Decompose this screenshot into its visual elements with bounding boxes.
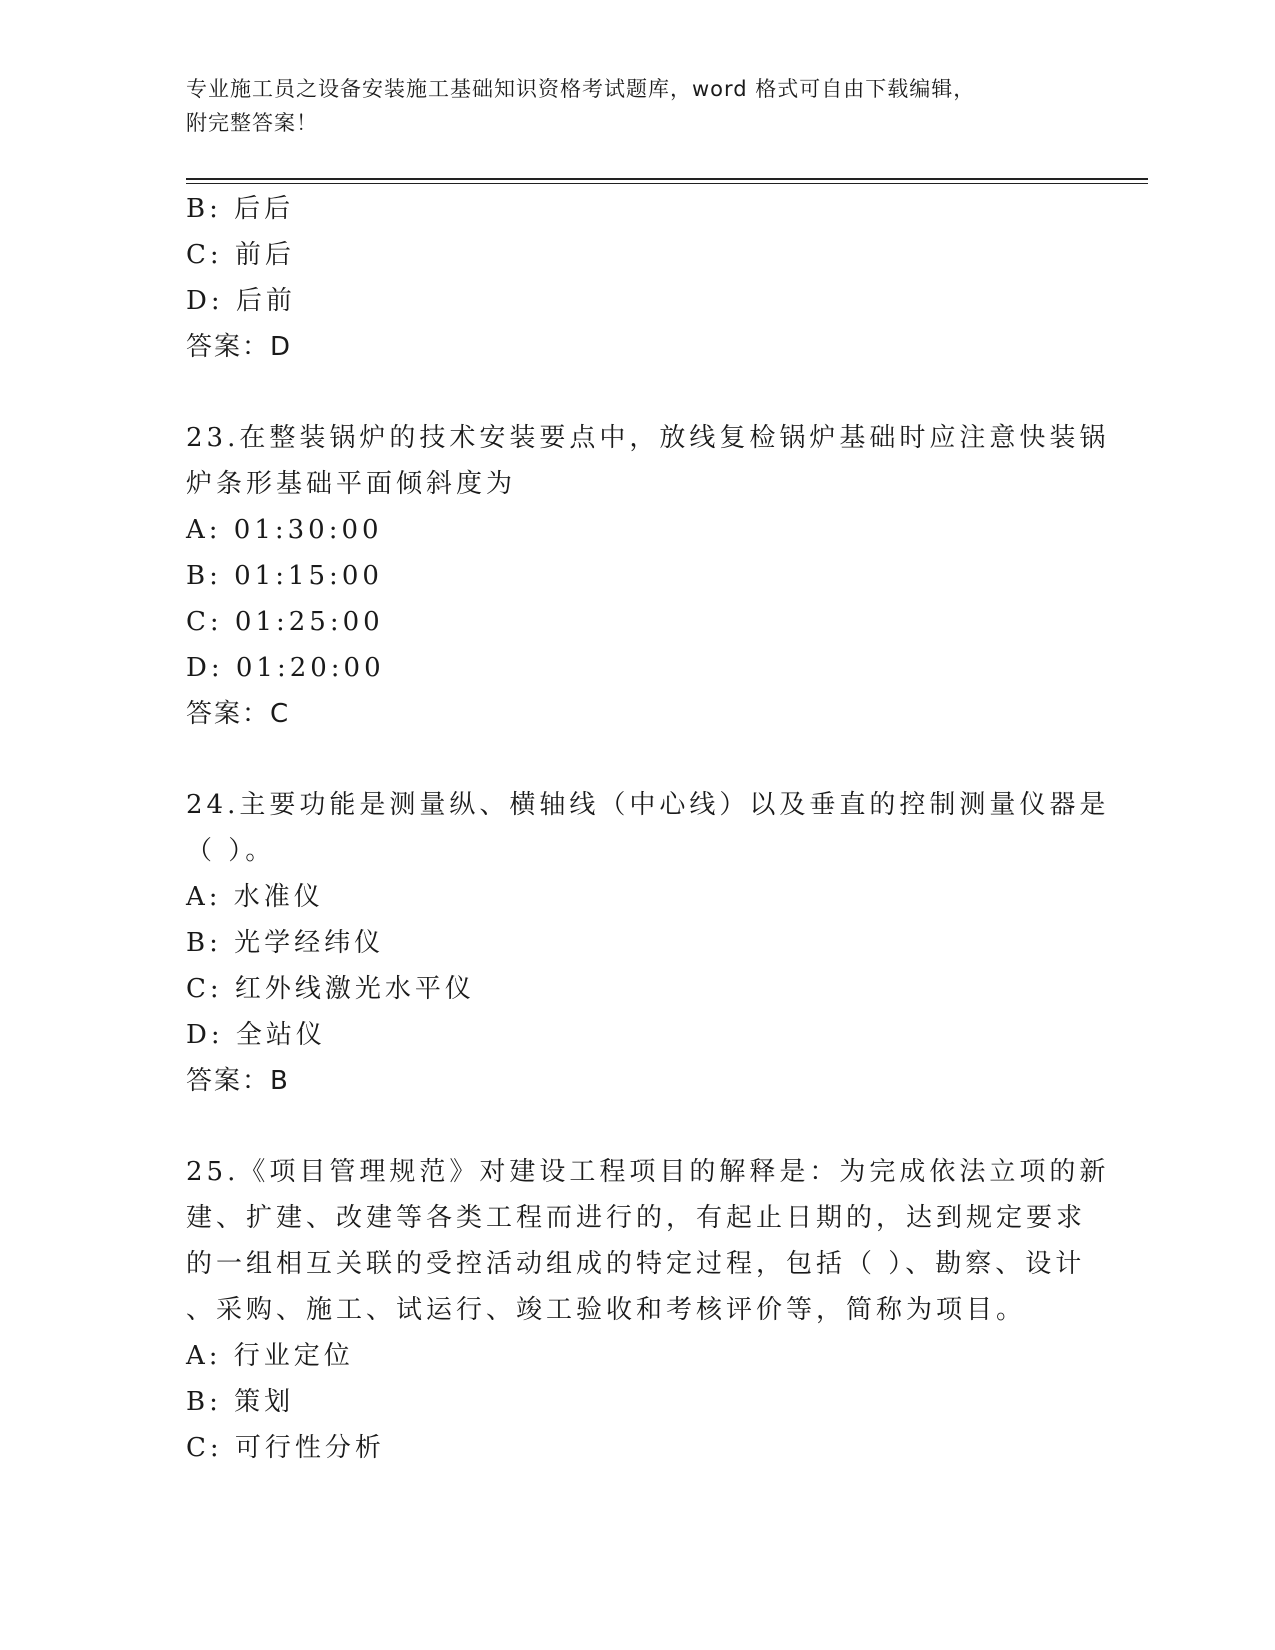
- option-c: C: 01:25:00: [186, 607, 384, 637]
- option-a: A: 01:30:00: [186, 515, 383, 545]
- question-stem: 建、扩建、改建等各类工程而进行的，有起止日期的，达到规定要求: [186, 1203, 1087, 1233]
- answer-line: 答案：D: [186, 332, 293, 362]
- question-stem: 25.《项目管理规范》对建设工程项目的解释是：为完成依法立项的新: [186, 1157, 1110, 1187]
- header-divider-thin: [186, 183, 1148, 184]
- spacer: [186, 1104, 1086, 1149]
- question-22-remainder: [186, 186, 1086, 370]
- question-stem: 炉条形基础平面倾斜度为: [186, 469, 517, 499]
- question-stem: 23.在整装锅炉的技术安装要点中，放线复检锅炉基础时应注意快装锅: [186, 423, 1110, 453]
- question-24: [186, 782, 1110, 1104]
- option-c: C: 前后: [186, 240, 295, 270]
- answer-line: 答案：C: [186, 699, 291, 729]
- option-d: D: 全站仪: [186, 1020, 326, 1050]
- answer-line: 答案：B: [186, 1066, 290, 1096]
- document-header: [186, 72, 1066, 140]
- question-stem: 的一组相互关联的受控活动组成的特定过程，包括（ ）、勘察、设计: [186, 1249, 1086, 1279]
- question-content: [186, 186, 1110, 1471]
- option-b: B: 策划: [186, 1387, 295, 1417]
- question-stem: （ ）。: [186, 836, 276, 866]
- option-a: A: 水准仪: [186, 882, 324, 912]
- option-c: C: 可行性分析: [186, 1433, 385, 1463]
- header-line-2: 附完整答案！: [186, 111, 318, 135]
- header-line-1: 专业施工员之设备安装施工基础知识资格考试题库，word 格式可自由下载编辑，: [186, 77, 976, 101]
- header-divider-thick: [186, 178, 1148, 180]
- spacer: [186, 737, 1086, 782]
- question-stem: 、采购、施工、试运行、竣工验收和考核评价等，简称为项目。: [186, 1295, 1027, 1325]
- option-a: A: 行业定位: [186, 1341, 354, 1371]
- option-d: D: 后前: [186, 286, 296, 316]
- option-d: D: 01:20:00: [186, 653, 385, 683]
- spacer: [186, 370, 1086, 415]
- question-stem: 24.主要功能是测量纵、横轴线（中心线）以及垂直的控制测量仪器是: [186, 790, 1110, 820]
- question-25: [186, 1149, 1110, 1471]
- question-23: [186, 415, 1110, 737]
- option-b: B: 光学经纬仪: [186, 928, 385, 958]
- option-b: B: 01:15:00: [186, 561, 383, 591]
- option-c: C: 红外线激光水平仪: [186, 974, 475, 1004]
- option-b: B: 后后: [186, 194, 295, 224]
